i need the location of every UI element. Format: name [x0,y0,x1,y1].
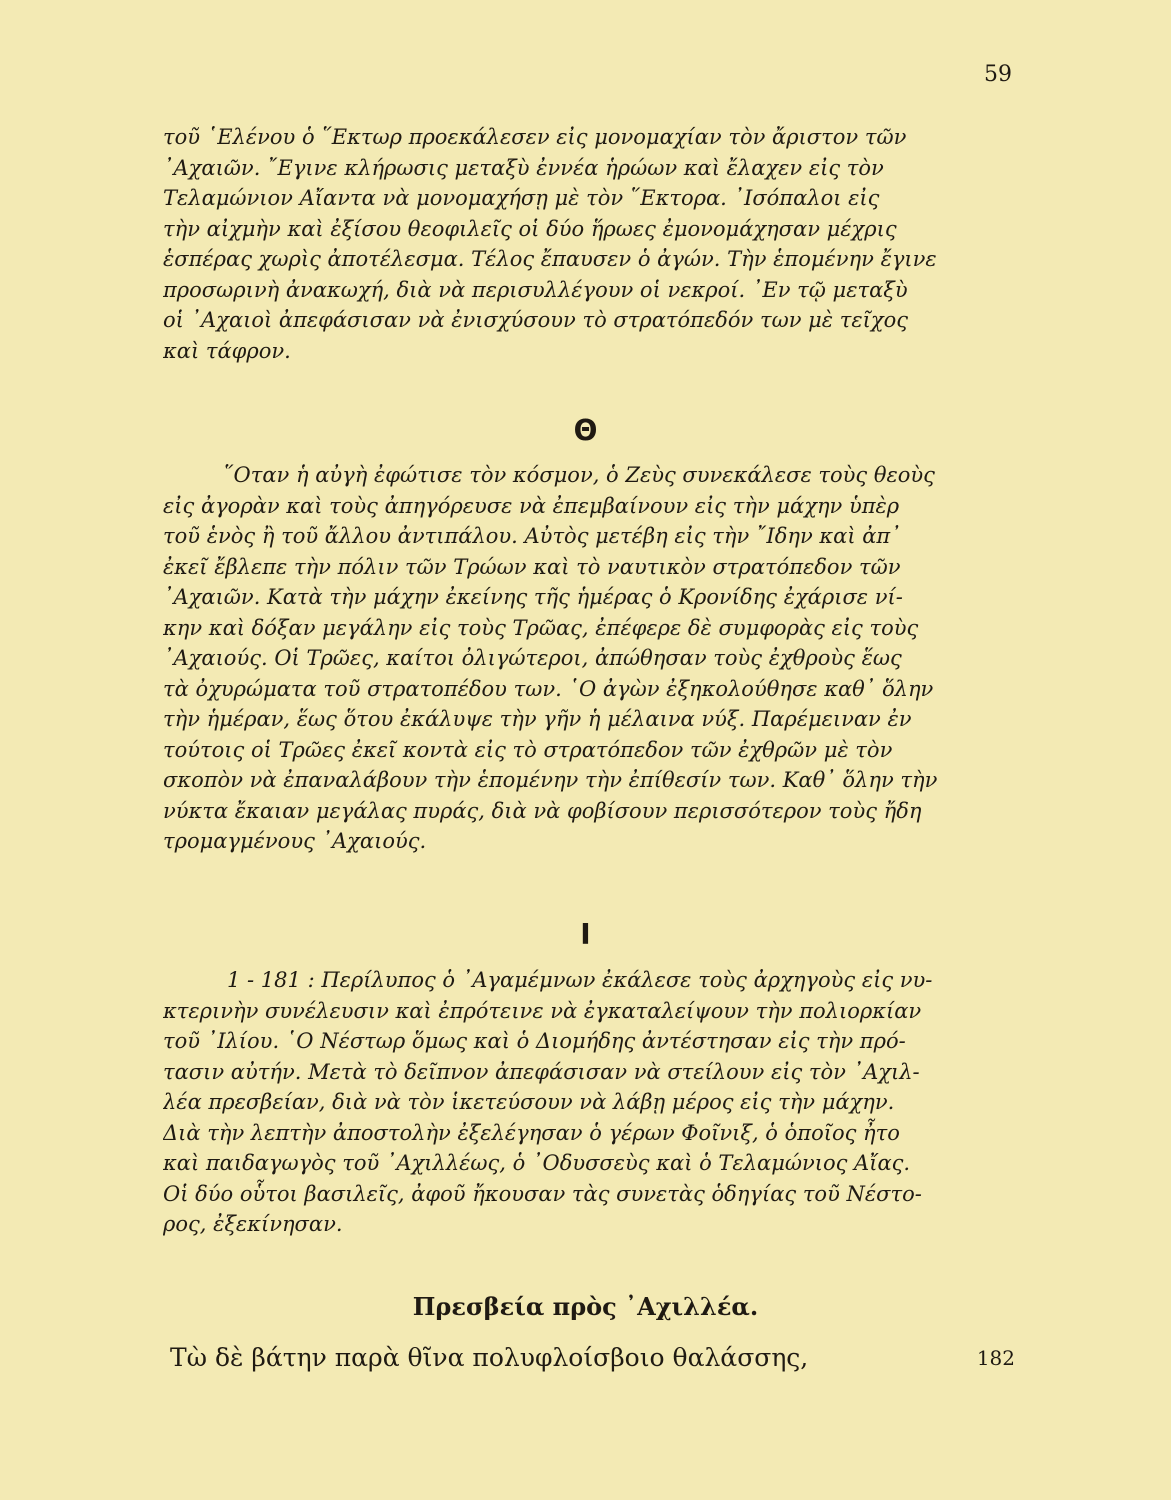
homeric-verse: Τὼ δὲ βάτην παρὰ θῖνα πολυφλοίσβοιο θαλάσσης, [170,1343,809,1372]
text-line: καὶ τάφρον. [163,338,291,363]
text-line: τὰ ὀχυρώματα τοῦ στρατοπέδου των. ῾Ο ἀγὼν ἐξηκολούθησε καθ᾿ ὅλην [163,676,934,701]
text-line: λέα πρεσβείαν, διὰ νὰ τὸν ἱκετεύσουν νὰ λάβῃ μέρος εἰς τὴν μάχην. [163,1090,895,1114]
text-line: εἰς ἀγορὰν καὶ τοὺς ἀπηγόρευσε νὰ ἐπεμβαίνουν εἰς τὴν μάχην ὑπὲρ [163,493,900,518]
text-line: τασιν αὐτήν. Μετὰ τὸ δεῖπνον ἀπεφάσισαν νὰ στείλουν εἰς τὸν ᾿Αχιλ- [163,1059,920,1084]
paragraph-3 [163,965,1013,1240]
text-line: τρομαγμένους ᾿Αχαιούς. [163,829,427,853]
text-line: τοῦ ῾Ελένου ὁ ῞Εκτωρ προεκάλεσεν εἰς μονομαχίαν τὸν ἄριστον τῶν [163,125,907,149]
verse-number: 182 [976,1346,1015,1370]
text-line: Διὰ τὴν λεπτὴν ἀποστολὴν ἐξελέγησαν ὁ γέρων Φοῖνιξ, ὁ ὁποῖος ἦτο [163,1120,900,1145]
paragraph-1 [163,122,1013,366]
text-line: ἑσπέρας χωρὶς ἀποτέλεσμα. Τέλος ἔπαυσεν ὁ ἀγών. Τὴν ἑπομένην ἔγινε [163,247,937,271]
text-line: τὴν αἰχμὴν καὶ ἐξίσου θεοφιλεῖς οἱ δύο ἥρωες ἐμονομάχησαν μέχρις [163,216,897,241]
text-line: νύκτα ἔκαιαν μεγάλας πυράς, διὰ νὰ φοβίσουν περισσότερον τοὺς ἤδη [163,798,922,823]
page-number: 59 [984,62,1012,87]
text-line: προσωρινὴ ἀνακωχή, διὰ νὰ περισυλλέγουν οἱ νεκροί. ᾿Εν τῷ μεταξὺ [163,277,908,302]
text-line: Οἱ δύο οὗτοι βασιλεῖς, ἀφοῦ ἤκουσαν τὰς συνετὰς ὁδηγίας τοῦ Νέστο- [163,1181,922,1206]
section-letter-iota: Ι [580,918,591,951]
section-heading: Πρεσβεία πρὸς ᾿Αχιλλέα. [412,1292,759,1321]
text-line: 1 - 181 : Περίλυπος ὁ ᾿Αγαμέμνων ἐκάλεσε τοὺς ἀρχηγοὺς εἰς νυ- [227,968,933,992]
text-line: ρος, ἐξεκίνησαν. [163,1212,343,1236]
paragraph-2 [163,460,1013,857]
text-line: ᾿Αχαιῶν. Κατὰ τὴν μάχην ἐκείνης τῆς ἡμέρας ὁ Κρονίδης ἐχάρισε νί- [163,585,903,609]
text-line: σκοπὸν νὰ ἐπαναλάβουν τὴν ἑπομένην τὴν ἐπίθεσίν των. Καθ᾿ ὅλην τὴν [163,768,938,792]
text-line: ᾿Αχαιούς. Οἱ Τρῶες, καίτοι ὀλιγώτεροι, ἀπώθησαν τοὺς ἐχθροὺς ἕως [163,646,902,670]
text-line: οἱ ᾿Αχαιοὶ ἀπεφάσισαν νὰ ἐνισχύσουν τὸ στρατόπεδόν των μὲ τεῖχος [163,308,908,332]
text-line: ῞Οταν ἡ αὐγὴ ἐφώτισε τὸν κόσμον, ὁ Ζεὺς συνεκάλεσε τοὺς θεοὺς [223,463,935,487]
text-line: τούτοις οἱ Τρῶες ἐκεῖ κοντὰ εἰς τὸ στρατόπεδον τῶν ἐχθρῶν μὲ τὸν [163,737,893,762]
text-line: τοῦ ἑνὸς ἢ τοῦ ἄλλου ἀντιπάλου. Αὐτὸς μετέβη εἰς τὴν ῎Ιδην καὶ ἀπ᾿ [163,524,901,548]
text-line: τὴν ἡμέραν, ἕως ὅτου ἐκάλυψε τὴν γῆν ἡ μέλαινα νύξ. Παρέμειναν ἐν [163,707,912,731]
text-line: καὶ παιδαγωγὸς τοῦ ᾿Αχιλλέως, ὁ ᾿Οδυσσεὺς καὶ ὁ Τελαμώνιος Αἴας. [163,1151,911,1175]
text-line: κτερινὴν συνέλευσιν καὶ ἐπρότεινε νὰ ἐγκαταλείψουν τὴν πολιορκίαν [163,998,922,1023]
text-line: κην καὶ δόξαν μεγάλην εἰς τοὺς Τρῶας, ἐπέφερε δὲ συμφορὰς εἰς τοὺς [163,615,919,640]
text-line: Τελαμώνιον Αἴαντα νὰ μονομαχήσῃ μὲ τὸν ῞Εκτορα. ᾿Ισόπαλοι εἰς [163,186,880,210]
text-line: ἐκεῖ ἔβλεπε τὴν πόλιν τῶν Τρώων καὶ τὸ ναυτικὸν στρατόπεδον τῶν [163,554,901,579]
text-line: ᾿Αχαιῶν. ῎Εγινε κλήρωσις μεταξὺ ἐννέα ἡρώων καὶ ἔλαχεν εἰς τὸν [163,155,884,180]
text-line: τοῦ ᾿Ιλίου. ῾Ο Νέστωρ ὅμως καὶ ὁ Διομήδης ἀντέστησαν εἰς τὴν πρό- [163,1029,906,1053]
section-letter-theta: Θ [573,414,598,447]
